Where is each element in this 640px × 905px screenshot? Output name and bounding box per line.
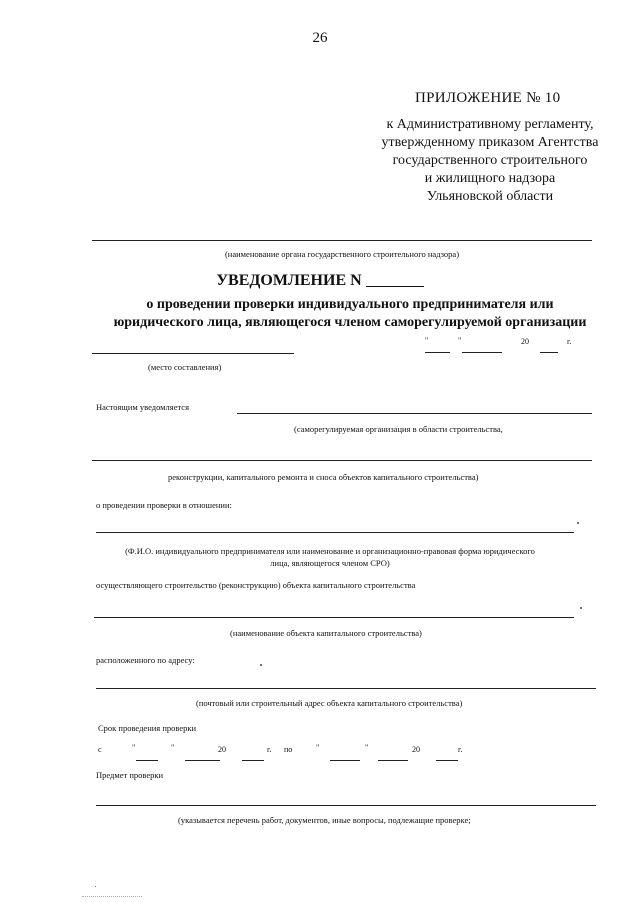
- appendix-line: Ульяновской области: [426, 189, 554, 204]
- sro-caption-1: (саморегулируемая организация в области строительства,: [294, 424, 503, 434]
- object-line: [94, 617, 574, 618]
- appendix-reference: [360, 116, 620, 206]
- term-month-line: [185, 760, 220, 761]
- speck: [580, 607, 582, 609]
- subtitle-line: юридического лица, являющегося членом саморегулируемой организации: [113, 315, 587, 330]
- check-label: о проведении проверки в отношении:: [96, 500, 232, 510]
- term-from: с: [98, 745, 102, 754]
- title-text: УВЕДОМЛЕНИЕ N: [216, 272, 362, 289]
- term-quote: ": [132, 743, 136, 752]
- appendix-line: государственного строительного: [392, 153, 588, 168]
- date-day-line: [425, 352, 450, 353]
- fio-line: [96, 532, 574, 533]
- sro-line-2: [92, 460, 592, 461]
- subject-caption: (указывается перечень работ, документов, иные вопросы, подлежащие проверке;: [178, 815, 471, 825]
- term-year-line: [242, 760, 264, 761]
- term-g-2: г.: [458, 745, 463, 754]
- notify-label: Настоящим уведомляется: [96, 402, 189, 412]
- authority-name-caption: (наименование органа государственного строительного надзора): [224, 249, 460, 259]
- sro-caption-2: реконструкции, капитального ремонта и сноса объектов капитального строительства): [168, 472, 479, 482]
- date-quote-open: ": [425, 336, 429, 345]
- date-year-suffix: г.: [567, 337, 572, 346]
- term-year-2: 20: [412, 745, 420, 754]
- date-quote-close: ": [458, 336, 462, 345]
- speck: [577, 522, 579, 524]
- appendix-title: ПРИЛОЖЕНИЕ № 10: [415, 90, 561, 106]
- appendix-line: и жилищного надзора: [424, 171, 556, 186]
- appendix-line: к Административному регламенту,: [386, 117, 594, 132]
- page-number: 26: [312, 30, 328, 46]
- term-day-line-2: [330, 760, 360, 761]
- address-label: расположенного по адресу:: [96, 655, 195, 665]
- term-to: по: [284, 745, 293, 754]
- term-quote: ": [365, 743, 369, 752]
- address-caption: (почтовый или строительный адрес объекта капитального строительства): [196, 698, 463, 708]
- address-line: [96, 688, 596, 689]
- term-quote: ": [171, 743, 175, 752]
- fio-caption-2: лица, являющегося членом СРО): [270, 558, 390, 568]
- sro-line: [237, 413, 592, 414]
- construction-label: осуществляющего строительство (реконструкцию) объекта капитального строительства: [96, 580, 416, 590]
- object-caption: (наименование объекта капитального строительства): [230, 628, 422, 638]
- document-title: [0, 272, 640, 290]
- term-label: Срок проведения проверки: [98, 723, 197, 733]
- term-year-line-2: [436, 760, 458, 761]
- appendix-line: утвержденному приказом Агентства: [381, 135, 599, 150]
- speck: [95, 886, 96, 887]
- date-year-prefix: 20: [521, 337, 529, 346]
- term-month-line-2: [378, 760, 408, 761]
- term-year: 20: [218, 745, 226, 754]
- title-number-blank: [366, 272, 424, 287]
- place-line: [92, 353, 294, 354]
- term-g: г.: [267, 745, 272, 754]
- subject-label: Предмет проверки: [96, 770, 164, 780]
- document-subtitle: [80, 296, 620, 332]
- subtitle-line: о проведении проверки индивидуального предпринимателя или: [146, 297, 554, 312]
- term-quote: ": [316, 743, 320, 752]
- speck: [260, 664, 262, 666]
- date-year-line: [540, 352, 558, 353]
- scan-artifact: [82, 896, 142, 897]
- place-caption: (место составления): [148, 362, 222, 372]
- term-day-line: [136, 760, 158, 761]
- fio-caption-1: (Ф.И.О. индивидуального предпринимателя или наименование и организационно-правовая форма юридического: [125, 546, 535, 556]
- authority-name-line: [92, 240, 592, 241]
- date-month-line: [462, 352, 502, 353]
- subject-line: [96, 805, 596, 806]
